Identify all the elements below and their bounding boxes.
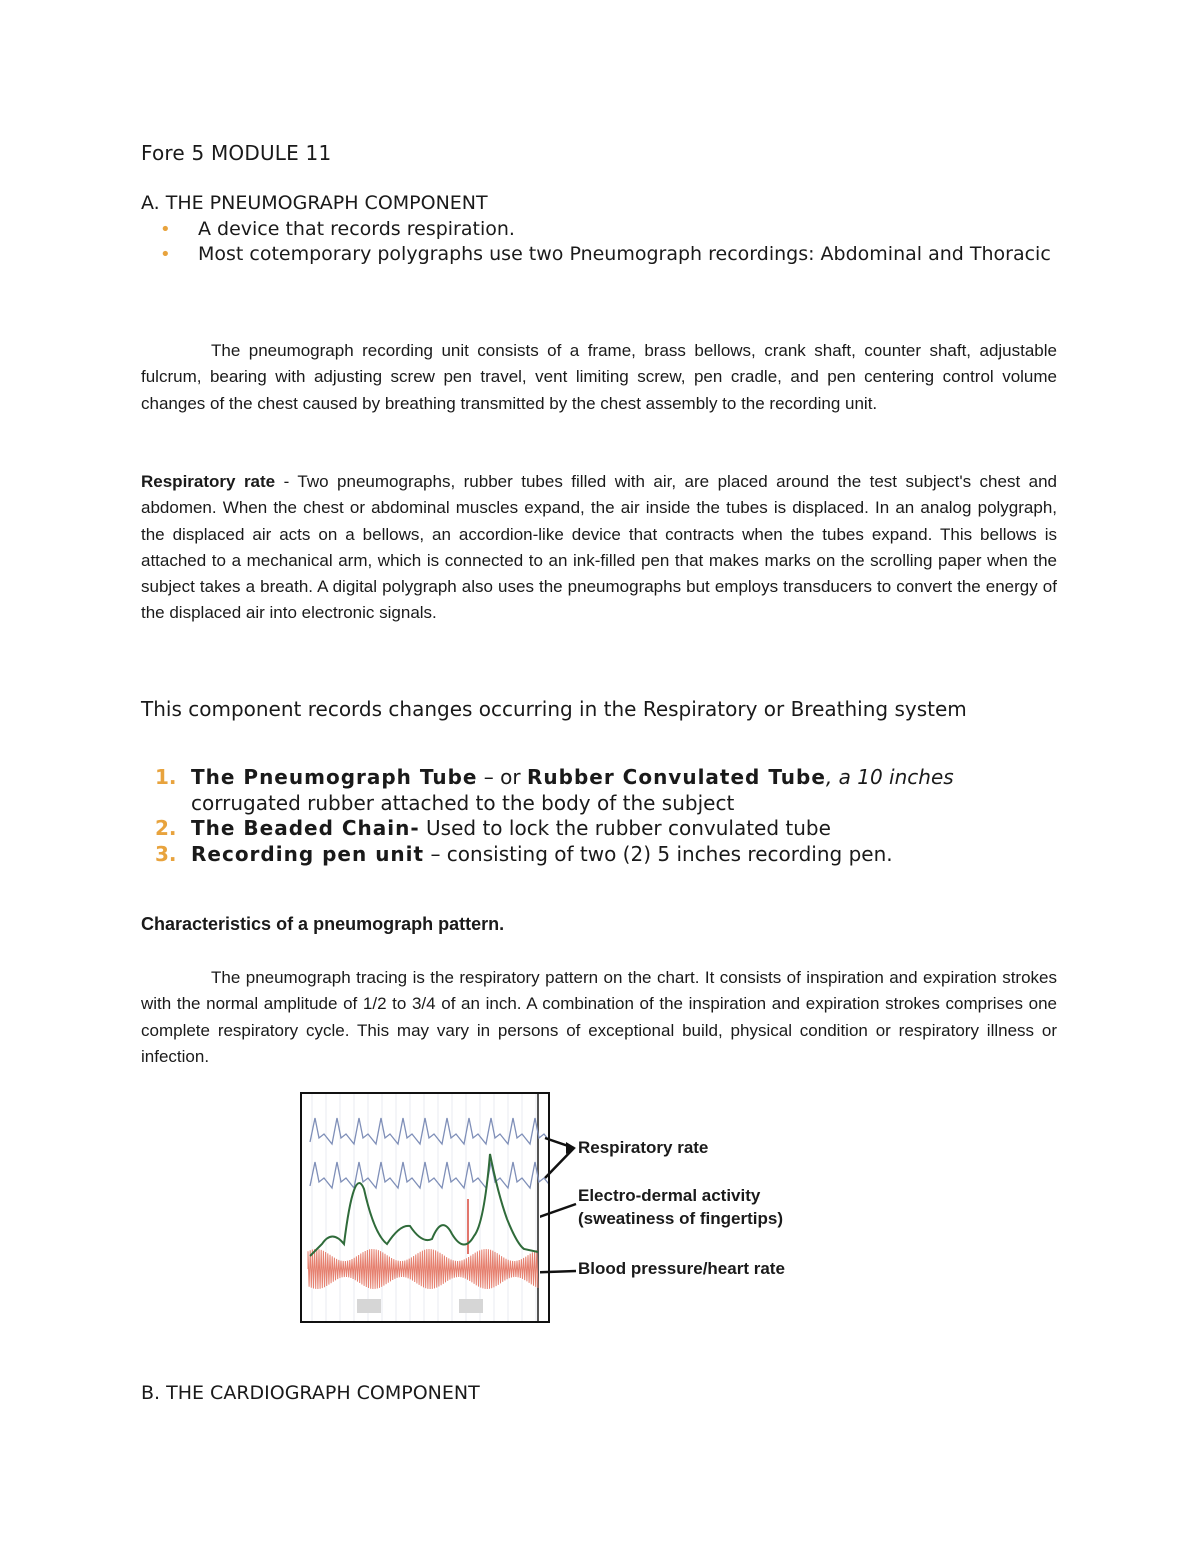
part-description: – consisting of two (2) 5 inches recording pen.	[424, 841, 893, 866]
part-description: corrugated rubber attached to the body of the subject	[191, 790, 735, 815]
blood-pressure-label: Blood pressure/heart rate	[578, 1259, 785, 1278]
bullet-text: A device that records respiration.	[198, 218, 515, 240]
list-number: 1.	[155, 765, 177, 789]
records-statement: This component records changes occurring in the Respiratory or Breathing system	[141, 697, 967, 721]
respiration-trace-upper	[310, 1118, 548, 1144]
part-separator: – or	[477, 765, 527, 789]
section-a-bullet-list	[160, 217, 1060, 267]
pneumograph-tracing-paragraph: The pneumograph tracing is the respiratory pattern on the chart. It consists of inspiration and expiration strokes with the normal amplitude of 1/2 to 3/4 of an inch. A combination of the inspiration and expiration strokes comprises one complete respiratory cycle. This may vary in persons of exceptional build, physical condition or respiratory illness or infection.	[141, 968, 1057, 1066]
polygraph-chart-figure	[300, 1092, 550, 1323]
respiratory-rate-text: - Two pneumographs, rubber tubes filled with air, are placed around the test subject's chest and abdomen. When the chest or abdominal muscles expand, the air inside the tubes is displaced. In an analog polygraph, the displaced air acts on a bellows, an accordion-like device that contracts when the tubes expand. This bellows is attached to a mechanical arm, which is connected to an ink-filled pen that makes marks on the scrolling paper when the subject takes a breath. A digital polygraph also uses the pneumographs but employs transducers to convert the energy of the displaced air into electronic signals.	[141, 472, 1058, 623]
list-item	[155, 765, 1060, 816]
respiratory-rate-paragraph	[141, 469, 1057, 627]
section-a-heading: A. THE PNEUMOGRAPH COMPONENT	[141, 192, 488, 214]
pneumograph-unit-paragraph: The pneumograph recording unit consists of a frame, brass bellows, crank shaft, counter shaft, adjustable fulcrum, bearing with adjusting screw pen travel, vent limiting screw, pen cradle, and pen centering control volume changes of the chest caused by breathing transmitted by the chest assembly to the recording unit.	[141, 341, 1057, 413]
list-item	[155, 816, 1060, 842]
respiratory-arrow	[545, 1138, 574, 1178]
list-item	[155, 842, 1060, 868]
component-parts-list	[155, 765, 1060, 867]
part-alt-name: Rubber Convulated Tube	[526, 765, 826, 789]
bullet-text: Most cotemporary polygraphs use two Pneumograph recordings: Abdominal and Thoracic	[198, 243, 1051, 265]
part-name: Recording pen unit	[191, 841, 425, 866]
part-name: The Beaded Chain-	[191, 816, 420, 840]
list-item	[160, 242, 1060, 267]
respiration-trace-lower	[310, 1162, 548, 1188]
bp-arrow	[540, 1271, 576, 1273]
respiratory-rate-label: Respiratory rate	[578, 1138, 709, 1157]
characteristics-heading: Characteristics of a pneumograph pattern.	[141, 914, 505, 934]
section-b-heading: B. THE CARDIOGRAPH COMPONENT	[141, 1382, 480, 1404]
respiratory-rate-term: Respiratory rate	[141, 472, 276, 491]
eda-label-line2: (sweatiness of fingertips)	[578, 1209, 783, 1228]
list-number: 2.	[155, 816, 177, 840]
list-item	[160, 217, 1060, 242]
part-description: Used to lock the rubber convulated tube	[419, 816, 831, 840]
page-title: Fore 5 MODULE 11	[141, 141, 332, 165]
figure-pointer-arrows	[540, 1128, 580, 1288]
list-number: 3.	[155, 841, 177, 866]
bullet-icon: •	[160, 244, 171, 265]
blood-pressure-trace	[308, 1249, 538, 1289]
part-name: The Pneumograph Tube	[191, 765, 478, 789]
eda-arrow	[540, 1204, 576, 1228]
chart-event-marker	[459, 1299, 483, 1313]
bullet-icon: •	[160, 219, 171, 240]
polygraph-chart-graphic	[302, 1094, 548, 1321]
chart-event-marker	[357, 1299, 381, 1313]
eda-label-line1: Electro-dermal activity	[578, 1186, 761, 1205]
part-length: , a 10 inches	[825, 765, 954, 789]
